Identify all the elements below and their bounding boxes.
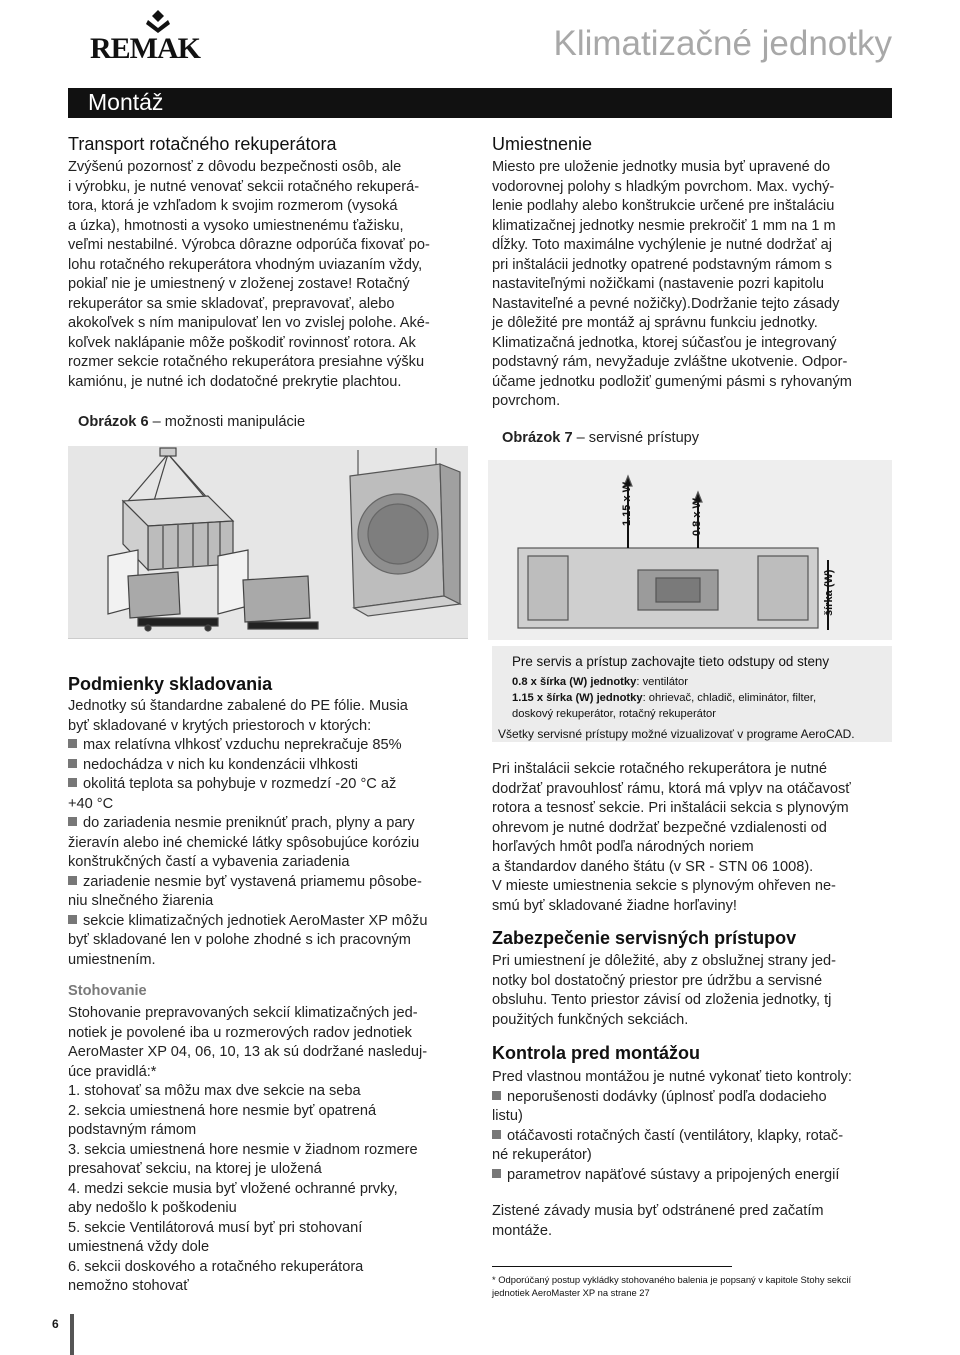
text-line: veľmi nestabilné. Výrobca dôrazne odporúča fixovať po- [68, 237, 430, 253]
text-line: montáže. [492, 1222, 553, 1239]
square-bullet-icon [68, 778, 77, 787]
text-line: konštrukčných častí a vybavenia zariadenia [68, 854, 350, 870]
text-line: 2. sekcia umiestnená hore nesmie byť opatrená [68, 1102, 377, 1119]
text-line: Pred vlastnou montážou je nutné vykonať tieto kontroly: [492, 1069, 852, 1085]
service-note-box [492, 646, 892, 742]
text-line: lohu rotačného rekuperátora vhodným uviazaním vždy, [68, 256, 423, 273]
text-line: aby nedošlo k poškodeniu [68, 1200, 237, 1216]
text-line: Pri inštalácii sekcie rotačného rekuperátora je nutné [492, 761, 828, 777]
text-line: byť skladované v krytých priestoroch v ktorých: [68, 717, 372, 734]
service-note-details [512, 674, 882, 722]
text-line: horľavých hmôt podľa národných noriem [492, 839, 754, 855]
text-line: rozmer sekcie rotačného rekuperátora presiahne výšku [68, 354, 425, 370]
text-line: a štandardov daného štátu (v SR - STN 06 1008). [492, 858, 814, 875]
text-line: listu) [492, 1108, 523, 1124]
square-bullet-icon [68, 817, 77, 826]
text-line: kamiónu, je nutné ich dodatočné prekrytie plachtou. [68, 373, 402, 390]
text-line: 3. sekcia umiestnená hore nesmie v žiadnom rozmere [68, 1141, 418, 1158]
text-line: Klimatizačná jednotka, ktorej súčasťou je integrovaný [492, 334, 837, 351]
text-line: lenie podlahy alebo konštrukcie určené pre inštaláciu [492, 198, 835, 214]
text-line: pokiaľ nie je umiestnený v zloženej zostave! Rotačný [68, 276, 410, 292]
text-line: účame jednotku podložiť gumenými pásmi s ryhovaným [492, 373, 852, 390]
text-line: Stohovanie prepravovaných sekcií klimatizačných jed- [68, 1005, 418, 1021]
bullet-item: nedochádza v nich ku kondenzácii vlhkosti [68, 756, 473, 776]
text-line: úce pravidlá:* [68, 1063, 157, 1080]
storage-text [68, 697, 473, 970]
text-line: použitých funkčných sekciách. [492, 1011, 689, 1028]
text-line: obsluhu. Tento priestor závisí od zloženia jednotky, tj [492, 992, 832, 1008]
text-line: žieravín alebo iné chemické látky spôsobujúce koróziu [68, 834, 420, 851]
text-line: Jednotky sú štandardne zabalené do PE fólie. Musia [68, 698, 408, 714]
bullet-item: do zariadenia nesmie preniknúť prach, plyny a pary [68, 814, 473, 834]
text-line: V mieste umiestnenia sekcie s plynovým ohřeven ne- [492, 878, 836, 894]
square-bullet-icon [68, 876, 77, 885]
text-line: niu slnečného žiarenia [68, 893, 214, 909]
text-line: ohrevom je nutné dodržať bezpečné vzdialenosti od [492, 819, 827, 836]
footnote [492, 1274, 892, 1299]
text-line: 5. sekcie Ventilátorová musí byť pri stohovaní [68, 1219, 363, 1236]
logo-wordmark: REMAK [90, 32, 200, 65]
footnote-rule [492, 1266, 732, 1267]
text-line: je dôležité pre montáž aj správnu funkciu jednotky. [492, 315, 818, 331]
section-title: Montáž [88, 89, 164, 115]
text-line: nemožno stohovať [68, 1278, 189, 1294]
text-line: Zvýšenú pozornosť z dôvodu bezpečnosti osôb, ale [68, 159, 402, 175]
stacking-subheading: Stohovanie [68, 983, 147, 999]
text-line: dodržať pravouhlosť rámu, ktorá má vplyv na otáčavosť [492, 780, 851, 797]
text-line: byť skladované len v polohe zhodné s ich pracovným [68, 932, 411, 948]
text-line: rekuperátor sa smie skladovať, prepravovať, alebo [68, 295, 395, 312]
bullet-item: okolitá teplota sa pohybuje v rozmedzí -20 °C až [68, 775, 473, 795]
figure6-number: Obrázok 6 [78, 414, 149, 430]
figure6-illustration [68, 446, 468, 639]
bullet-item: neporušenosti dodávky (úplnosť podľa dodacieho [492, 1088, 892, 1108]
placement-text [492, 158, 892, 412]
text-line: podstavným rámom [68, 1122, 197, 1138]
service-access-heading: Zabezpečenie servisných prístupov [492, 928, 797, 948]
dim-label-08: 0.8 x W [691, 498, 703, 536]
text-line: tora, ktorá je vzhľadom k svojim rozmerom (vysoká [68, 198, 398, 214]
text-line: i výrobku, je nutné venovať sekcii rotačného rekuperá- [68, 178, 420, 195]
text-line: podstavný rám, nevyžaduje zvláštne ukotvenie. Odpor- [492, 354, 848, 370]
logo-diamond-icon [146, 10, 170, 33]
page-number-rule [70, 1314, 74, 1355]
header-title: Klimatizačné jednotky [553, 24, 892, 63]
figure6-title: – možnosti manipulácie [148, 414, 306, 430]
footnote-line: * Odporúčaný postup vykládky stohovaného balenia je popsaný v kapitole Stohy sekcií [492, 1274, 852, 1285]
service-note-line: doskový rekuperátor, rotačný rekuperátor [512, 708, 716, 720]
transport-heading: Transport rotačného rekuperátora [68, 134, 337, 154]
figure7-illustration [488, 460, 892, 640]
text-line: Miesto pre uloženie jednotky musia byť upravené do [492, 159, 831, 175]
placement-heading: Umiestnenie [492, 134, 593, 154]
dim-label-width: šírka (W) [823, 569, 835, 616]
text-line: +40 °C [68, 795, 114, 812]
bullet-item: parametrov napäťové sústavy a pripojených energií [492, 1166, 892, 1186]
text-line: akokoľvek s ním manipulovať len vo zvislej polohe. Aké- [68, 315, 430, 331]
dim-label-115: 1.15 x W [621, 481, 633, 526]
square-bullet-icon [68, 915, 77, 924]
service-access-text [492, 952, 892, 1030]
text-line: pri inštalácii jednotky opatrené podstavným rámom s [492, 256, 832, 273]
footnote-line: jednotiek AeroMaster XP na strane 27 [492, 1286, 650, 1298]
text-line: Pri umiestnení je dôležité, aby z obslužnej strany jed- [492, 953, 836, 969]
square-bullet-icon [68, 759, 77, 768]
service-note-line: 0.8 x šírka (W) jednotky: ventilátor [512, 676, 688, 688]
bullet-item: zariadenie nesmie byť vystavená priamemu pôsobe- [68, 873, 473, 893]
check-heading: Kontrola pred montážou [492, 1043, 700, 1063]
transport-text [68, 158, 473, 392]
text-line: umiestnená vždy dole [68, 1239, 210, 1255]
service-note-footer: Všetky servisné prístupy možné vizualizovať v programe AeroCAD. [498, 727, 855, 741]
text-line: 6. sekcii doskového a rotačného rekuperátora [68, 1258, 364, 1275]
text-line: AeroMaster XP 04, 06, 10, 13 ak sú dodržané nasleduj- [68, 1044, 428, 1060]
square-bullet-icon [492, 1091, 501, 1100]
text-line: smú byť skladované žiadne horľaviny! [492, 897, 737, 914]
figure7-number: Obrázok 7 [502, 430, 573, 446]
bullet-item: max relatívna vlhkosť vzduchu neprekračuje 85% [68, 736, 473, 756]
figure7-title: – servisné prístupy [572, 430, 700, 446]
figure7-caption [502, 430, 699, 446]
text-line: rotora a tesnosť sekcie. Pri inštalácii sekcia s plynovým [492, 800, 849, 816]
figure6-caption [78, 414, 305, 430]
rotary-unit-drawing [350, 448, 460, 616]
text-line: notky bol dostatočný priestor pre údržbu a servisné [492, 972, 823, 989]
stacking-text [68, 1004, 473, 1297]
text-line: klimatizačnej jednotky nesmie prekročiť 1 mm na 1 m [492, 217, 836, 234]
square-bullet-icon [492, 1130, 501, 1139]
section-bar [68, 88, 892, 118]
text-line: notiek je povolené iba u rozmerových radov jednotiek [68, 1024, 412, 1041]
service-note-line: 1.15 x šírka (W) jednotky: ohrievač, chladič, eliminátor, filter, [512, 692, 817, 704]
text-line: 1. stohovať sa môžu max dve sekcie na seba [68, 1083, 361, 1099]
text-line: povrchom. [492, 393, 561, 409]
bullet-item: sekcie klimatizačných jednotiek AeroMaster XP môžu [68, 912, 473, 932]
text-line: 4. medzi sekcie musia byť vložené ochranné prvky, [68, 1180, 398, 1197]
text-line: umiestnením. [68, 951, 156, 968]
square-bullet-icon [68, 739, 77, 748]
text-line: nastaviteľnými nožičkami (nastavenie pozri kapitolu [492, 276, 824, 292]
storage-heading: Podmienky skladovania [68, 674, 273, 694]
text-line: vodorovnej polohy s hladkým povrchom. Max. vychý- [492, 178, 835, 195]
text-line: dĺžky. Toto maximálne vychýlenie je nutné dodržať aj [492, 237, 832, 253]
square-bullet-icon [492, 1169, 501, 1178]
text-line: a úzka), hmotnosti a vysoko umiestnenému ťažisku, [68, 217, 404, 234]
install-text [492, 760, 892, 916]
service-note-title: Pre servis a prístup zachovajte tieto odstupy od steny [512, 654, 830, 669]
text-line: koľvek naklápanie môže poškodiť rovinnosť rotora. Ak [68, 334, 416, 351]
check-closing [492, 1202, 892, 1241]
bullet-item: otáčavosti rotačných častí (ventilátory, klapky, rotač- [492, 1127, 892, 1147]
check-text [492, 1068, 892, 1185]
text-line: né rekuperátor) [492, 1147, 592, 1163]
text-line: Zistené závady musia byť odstránené pred začatím [492, 1203, 824, 1219]
text-line: presahovať sekciu, na ktorej je uložená [68, 1161, 322, 1177]
text-line: Nastaviteľné a pevné nožičky).Dodržanie tejto zásady [492, 295, 840, 312]
page-number: 6 [52, 1317, 59, 1331]
